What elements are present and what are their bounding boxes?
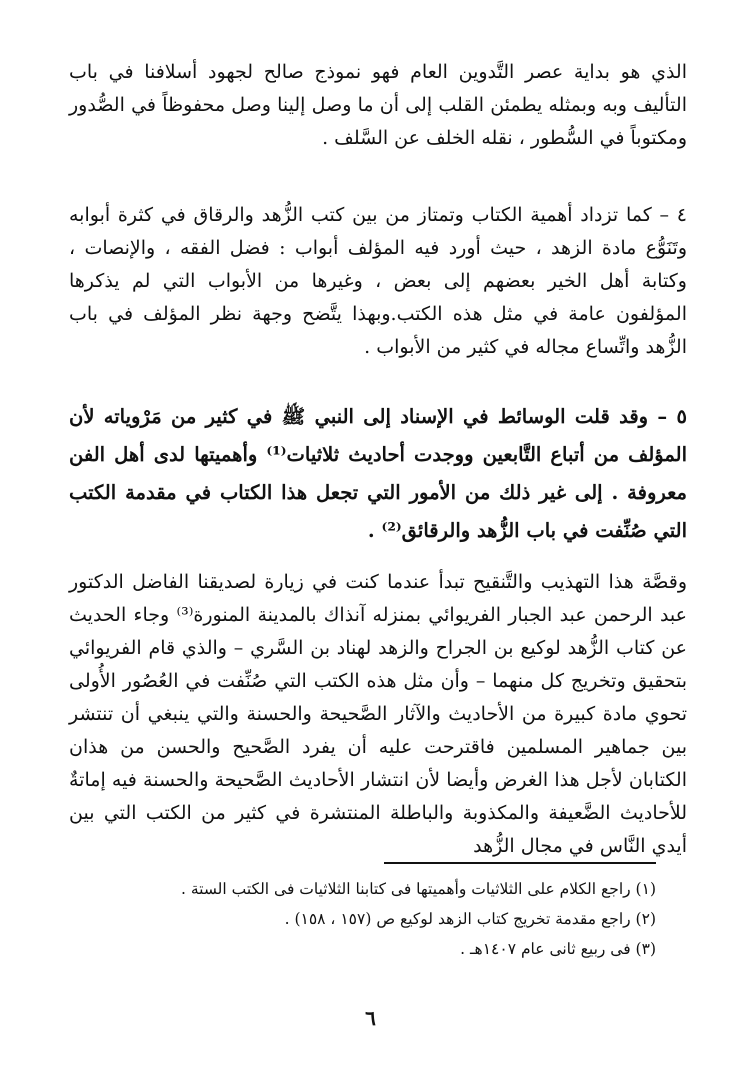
footnote-2: (٢) راجع مقدمة تخريج كتاب الزهد لوكيع ص (١٥٧ ، ١٥٨) . xyxy=(284,910,656,928)
paragraph-point-5: ٥ – وقد قلت الوسائط في الإسناد إلى النبي ﷺ في كثير من مَرْوياته لأن المؤلف من أتباع التَّابعين ووجدت أحاديث ثلاثيات⁽¹⁾ وأهميتها لدى أهل الفن معروفة . إلى غير ذلك من الأمور التي تجعل هذا الكتاب في مقدمة الكتب التي صُنِّفت في باب الزُّهد والرقائق⁽²⁾ . xyxy=(69,405,688,542)
footnotes-list xyxy=(96,874,656,964)
footnote-divider xyxy=(384,862,656,864)
footnote-3: (٣) فى ربيع ثانى عام ١٤٠٧هـ . xyxy=(460,940,656,958)
page-number: ٦ xyxy=(365,1006,376,1030)
paragraph-tadwin: الذي هو بداية عصر التَّدوين العام فهو نموذج صالح لجهود أسلافنا في باب التأليف وبه وبمثله يطمئن القلب إلى أن ما وصل إلينا وصل محفوظاً في الصُّدور ومكتوباً في السُّطور ، نقله الخلف عن السَّلف . xyxy=(69,61,687,149)
footnote-1: (١) راجع الكلام على الثلاثيات وأهميتها فى كتابنا الثلاثيات فى الكتب الستة . xyxy=(181,880,656,898)
paragraph-story: وقصَّة هذا التهذيب والتَّنقيح تبدأ عندما كنت في زيارة لصديقنا الفاضل الدكتور عبد الرحمن عبد الجبار الفريوائي بمنزله آنذاك بالمدينة المنورة⁽³⁾ وجاء الحديث عن كتاب الزُّهد لوكيع بن الجراح والزهد لهناد بن السَّري – والذي قام الفريوائي بتحقيق وتخريج كل منهما – وأن مثل هذه الكتب التي صُنِّفت في العُصُور الأُولى تحوي مادة كبيرة من الأحاديث والآثار الصَّحيحة والحسنة والتي ينبغي أن تنتشر بين جماهير المسلمين فاقترحت عليه أن يفرد الصَّحيح والحسن من هذان الكتابان لأجل هذا الغرض وأيضا لأن انتشار الأحاديث الصَّحيحة والحسنة فيه إماتةٌ للأحاديث الضَّعيفة والمكذوبة والباطلة المنتشرة في كثير من الكتب التي بين أيدي النَّاس في مجال الزُّهد xyxy=(69,571,687,857)
paragraph-point-4: ٤ – كما تزداد أهمية الكتاب وتمتاز من بين كتب الزُّهد والرقاق في كثرة أبوابه وتَنَوُّع مادة الزهد ، حيث أورد فيه المؤلف أبواب : فضل الفقه ، والإنصات ، وكتابة أهل الخير بعضهم إلى بعض ، وغيرها من الأبواب التي لم يذكرها المؤلفون عامة في مثل هذه الكتب.وبهذا يتَّضح وجهة نظر المؤلف في باب الزُّهد واتِّساع مجاله في كثير من الأبواب . xyxy=(69,204,687,358)
